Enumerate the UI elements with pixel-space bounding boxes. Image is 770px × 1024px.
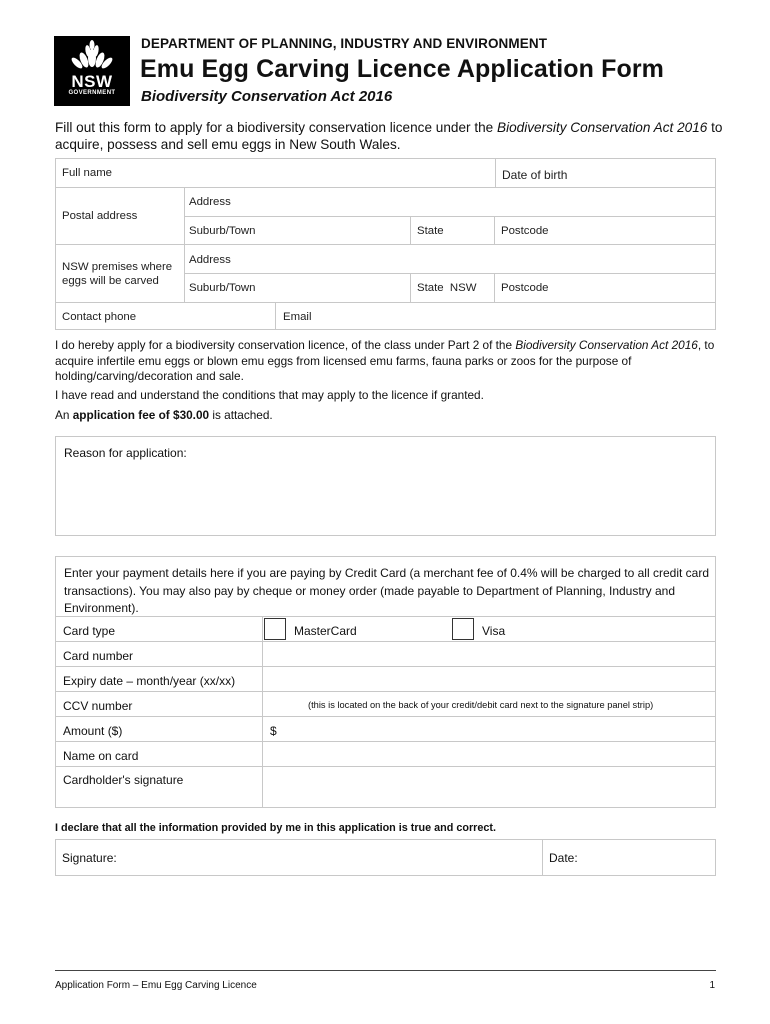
premises-postcode-field[interactable]: Postcode bbox=[501, 282, 549, 294]
applicant-details-table bbox=[55, 158, 716, 330]
premises-address-field[interactable]: Address bbox=[189, 254, 231, 266]
cardholder-signature-input[interactable] bbox=[263, 767, 715, 807]
footer-form-name: Application Form – Emu Egg Carving Licence bbox=[55, 980, 257, 991]
reason-for-application-field[interactable] bbox=[55, 436, 716, 536]
payment-intro-text: Enter your payment details here if you are paying by Credit Card (a merchant fee of 0.4% will be charged to all credit card transactions). You may also pay by cheque or money order (made payable to Department of Planning, Industry and Environment). bbox=[64, 566, 709, 615]
date-field[interactable]: Date: bbox=[549, 851, 578, 865]
email-field[interactable]: Email bbox=[283, 311, 312, 323]
postal-postcode-field[interactable]: Postcode bbox=[501, 225, 549, 237]
expiry-date-input[interactable] bbox=[263, 667, 715, 691]
page-subtitle: Biodiversity Conservation Act 2016 bbox=[141, 88, 393, 105]
ccv-note: (this is located on the back of your credit/debit card next to the signature panel strip) bbox=[308, 700, 654, 710]
department-name: DEPARTMENT OF PLANNING, INDUSTRY AND ENVIRONMENT bbox=[141, 36, 548, 51]
signature-table bbox=[55, 839, 716, 876]
cardholder-signature-label: Cardholder's signature bbox=[63, 773, 184, 787]
expiry-date-label: Expiry date – month/year (xx/xx) bbox=[63, 674, 236, 688]
name-on-card-label: Name on card bbox=[63, 749, 139, 763]
card-type-label: Card type bbox=[63, 624, 116, 638]
page-number: 1 bbox=[709, 980, 715, 991]
licence-declaration-text: I do hereby apply for a biodiversity conservation licence, of the class under Part 2 of the Biodiversity Conservation Act 2016, to acquire infertile emu eggs or blown emu eggs from licensed emu farms, fauna parks or zoos for the purpose of holding/carving/decoration and sale. bbox=[55, 338, 715, 383]
reason-label: Reason for application: bbox=[64, 446, 187, 460]
card-number-input[interactable] bbox=[263, 642, 715, 666]
postal-address-field[interactable]: Address bbox=[189, 196, 231, 208]
application-fee-text: An application fee of $30.00 is attached. bbox=[55, 408, 273, 422]
signature-field[interactable]: Signature: bbox=[62, 851, 117, 865]
postal-address-label: Postal address bbox=[62, 210, 138, 222]
nsw-government-logo bbox=[54, 36, 130, 106]
premises-state-field[interactable]: State NSW bbox=[417, 282, 477, 294]
logo-government-text: GOVERNMENT bbox=[68, 90, 116, 96]
intro-text: Fill out this form to apply for a biodiversity conservation licence under the Biodiversity Conservation Act 2016 to acquire, possess and sell emu eggs in New South Wales. bbox=[55, 120, 723, 152]
card-number-label: Card number bbox=[63, 649, 134, 663]
waratah-icon bbox=[54, 36, 130, 76]
full-name-field[interactable]: Full name bbox=[62, 167, 113, 179]
postal-state-field[interactable]: State bbox=[417, 225, 444, 237]
mastercard-checkbox[interactable] bbox=[264, 618, 286, 640]
footer-divider bbox=[55, 970, 716, 971]
conditions-text: I have read and understand the conditions that may apply to the licence if granted. bbox=[55, 388, 484, 402]
amount-dollar-symbol: $ bbox=[270, 724, 277, 738]
premises-label: NSW premises where eggs will be carved bbox=[62, 261, 173, 287]
logo-nsw-text: NSW bbox=[71, 72, 113, 91]
premises-suburb-field[interactable]: Suburb/Town bbox=[189, 282, 256, 294]
page-title: Emu Egg Carving Licence Application Form bbox=[140, 55, 664, 83]
name-on-card-input[interactable] bbox=[263, 742, 715, 766]
mastercard-label: MasterCard bbox=[294, 624, 357, 638]
visa-checkbox[interactable] bbox=[452, 618, 474, 640]
truth-declaration: I declare that all the information provided by me in this application is true and correct. bbox=[55, 822, 496, 834]
postal-suburb-field[interactable]: Suburb/Town bbox=[189, 225, 256, 237]
visa-label: Visa bbox=[482, 624, 506, 638]
payment-details-section bbox=[55, 556, 716, 808]
date-of-birth-field[interactable]: Date of birth bbox=[502, 168, 568, 182]
ccv-label: CCV number bbox=[63, 699, 133, 713]
contact-phone-field[interactable]: Contact phone bbox=[62, 311, 137, 323]
amount-label: Amount ($) bbox=[63, 724, 123, 738]
